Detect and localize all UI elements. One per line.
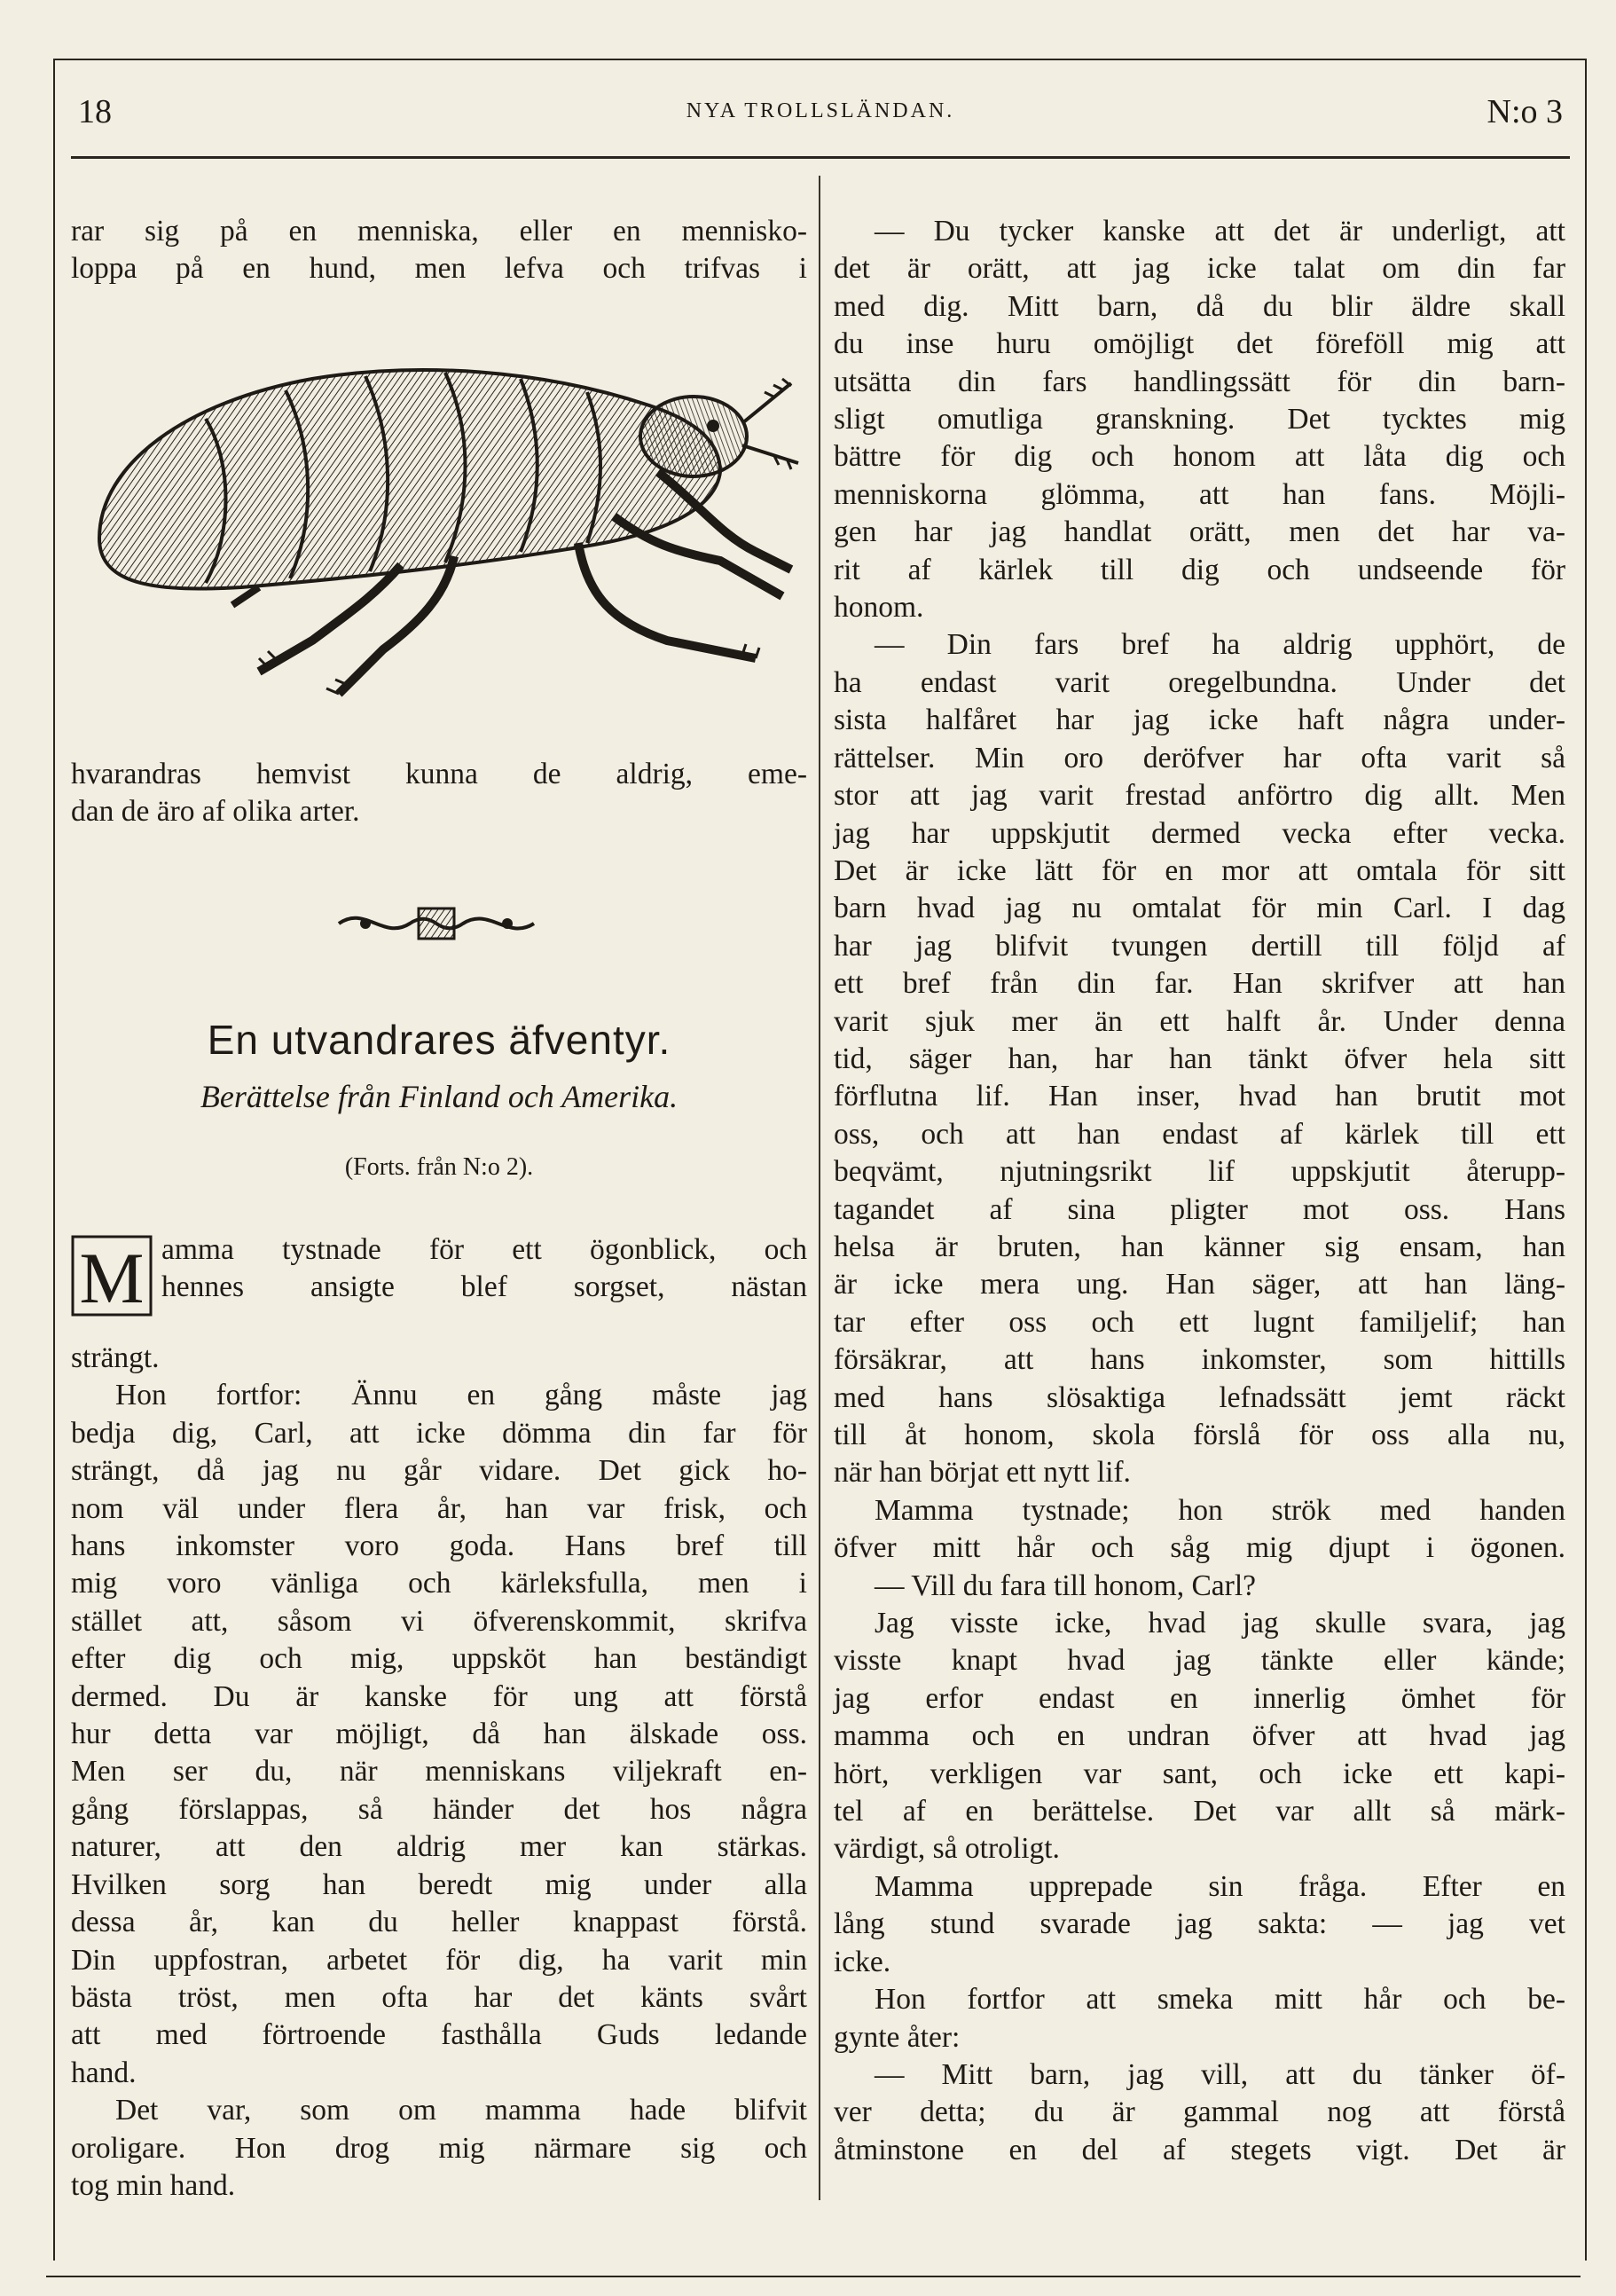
- text-line: Hvilken sorg han beredt mig under alla: [71, 1867, 807, 1901]
- text-line: jag erfor endast en innerlig ömhet för: [834, 1681, 1565, 1715]
- text-line: menniskorna glömma, att han fans. Möjli-: [834, 477, 1565, 511]
- text-line: stor att jag varit frestad anförtro dig allt. Men: [834, 779, 1565, 813]
- text-line: icke.: [834, 1945, 891, 1978]
- page-number: 18: [78, 93, 112, 130]
- right-column-body: [834, 213, 1565, 2169]
- issue-number: N:o 3: [1487, 93, 1563, 130]
- text-line: helsa är bruten, han känner sig ensam, han: [834, 1230, 1565, 1263]
- text-line: — Din fars bref ha aldrig upphört, de: [875, 628, 1565, 662]
- text-line: oss, och att han endast af kärlek till ett: [834, 1117, 1565, 1151]
- text-line: oroligare. Hon drog mig närmare sig och: [71, 2131, 807, 2165]
- text-line: Hon fortfor att smeka mitt hår och be-: [875, 1983, 1565, 2017]
- text-line: dermed. Du är kanske för ung att förstå: [71, 1679, 807, 1713]
- text-line: — Du tycker kanske att det är underligt, att: [875, 215, 1565, 248]
- text-line: värdigt, så otroligt.: [834, 1832, 1060, 1866]
- text-line: Men ser du, när menniskans viljekraft en-: [71, 1755, 807, 1789]
- text-line: — Vill du fara till honom, Carl?: [875, 1569, 1257, 1602]
- text-line: tid, säger han, har han tänkt öfver hela sitt: [834, 1042, 1565, 1075]
- text-line: beqvämt, njutningsrikt lif uppskjutit återupp-: [834, 1155, 1565, 1189]
- text-line: åtminstone en del af stegets vigt. Det är: [834, 2133, 1565, 2166]
- text-line: ver detta; du är gammal nog att förstå: [834, 2095, 1565, 2129]
- text-line: hur detta var möjligt, då han älskade oss.: [71, 1718, 807, 1751]
- text-line: tog min hand.: [71, 2168, 236, 2202]
- text-line: nom väl under flera år, han var frisk, och: [71, 1491, 807, 1525]
- text-line: barn hvad jag nu omtalat för min Carl. I dag: [834, 892, 1565, 925]
- text-line: rit af kärlek till dig och undseende för: [834, 553, 1565, 586]
- text-line: lång stund svarade jag sakta: — jag vet: [834, 1907, 1565, 1941]
- text-line: visste knapt hvad jag tänkte eller kände;: [834, 1644, 1565, 1678]
- text-line: — Mitt barn, jag vill, att du tänker öf-: [875, 2057, 1565, 2091]
- story-continued-note: (Forts. från N:o 2).: [344, 1153, 534, 1181]
- left-column-body: [71, 1340, 807, 2205]
- text-line: dan de äro af olika arter.: [71, 795, 360, 829]
- text-line: mamma och en undran öfver att hvad jag: [834, 1719, 1565, 1753]
- text-line: Mamma upprepade sin fråga. Efter en: [875, 1869, 1565, 1903]
- text-line: försäkrar, att hans inkomster, som hittills: [834, 1343, 1565, 1377]
- left-column-mid: [71, 756, 807, 831]
- text-line: strängt.: [71, 1341, 160, 1374]
- story-title: En utvandrares äfventyr.: [207, 1017, 671, 1063]
- text-line: Mamma tystnade; hon strök med handen: [875, 1493, 1565, 1527]
- text-line: när han börjat ett nytt lif.: [834, 1456, 1131, 1490]
- text-line: har jag blifvit tvungen dertill till följd af: [834, 929, 1565, 963]
- text-line: gen har jag handlat orätt, men det har va-: [834, 515, 1565, 549]
- text-line: bedja dig, Carl, att icke dömma din far för: [71, 1416, 807, 1450]
- decorative-ornament: [330, 896, 543, 951]
- left-column-top: [71, 213, 807, 288]
- text-line: tagandet af sina pligter mot oss. Hans: [834, 1192, 1565, 1226]
- text-line: amma tystnade för ett ögonblick, och: [161, 1233, 807, 1266]
- text-line: tar efter oss och ett lugnt familjelif; han: [834, 1305, 1565, 1339]
- text-line: strängt, då jag nu går vidare. Det gick ho-: [71, 1454, 807, 1488]
- dropcap-m: [71, 1235, 153, 1317]
- text-line: gång förslappas, så händer det hos några: [71, 1792, 807, 1826]
- text-line: dessa år, kan du heller knappast förstå.: [71, 1906, 807, 1939]
- dropcap-letter: M: [79, 1238, 145, 1317]
- text-line: gynte åter:: [834, 2020, 961, 2054]
- text-line: att med förtroende fasthålla Guds ledande: [71, 2018, 807, 2052]
- text-line: med hans slösaktiga lefnadssätt jemt räckt: [834, 1380, 1565, 1414]
- column-divider: [819, 176, 820, 2200]
- text-line: Hon fortfor: Ännu en gång måste jag: [115, 1379, 807, 1412]
- text-line: ett bref från din far. Han skrifver att han: [834, 967, 1565, 1001]
- text-line: hand.: [71, 2056, 137, 2089]
- text-line: det är orätt, att jag icke talat om din far: [834, 252, 1565, 286]
- text-line: jag har uppskjutit dermed vecka efter vecka.: [834, 816, 1565, 850]
- header-rule: [71, 156, 1570, 159]
- flea-illustration: [82, 330, 809, 720]
- text-line: Det är icke lätt för en mor att omtala för sitt: [834, 853, 1565, 887]
- text-line: varit sjuk mer än ett halft år. Under denna: [834, 1004, 1565, 1038]
- text-line: loppa på en hund, men lefva och trifvas i: [71, 252, 807, 286]
- text-line: hennes ansigte blef sorgset, nästan: [161, 1270, 807, 1304]
- text-line: stället att, såsom vi öfverenskommit, skrifva: [71, 1604, 807, 1638]
- text-line: Det var, som om mamma hade blifvit: [115, 2094, 807, 2127]
- text-line: med dig. Mitt barn, då du blir äldre skall: [834, 289, 1565, 323]
- footer-rule: [46, 2276, 1581, 2277]
- text-line: utsätta din fars handlingssätt för din barn-: [834, 365, 1565, 398]
- text-line: naturer, att den aldrig mer kan stärkas.: [71, 1830, 807, 1864]
- text-line: hans inkomster voro goda. Hans bref till: [71, 1529, 807, 1563]
- text-line: sligt omutliga granskning. Det tycktes mig: [834, 403, 1565, 436]
- text-line: Jag visste icke, hvad jag skulle svara, jag: [875, 1607, 1565, 1640]
- text-line: till åt honom, skola förslå för oss alla nu,: [834, 1419, 1565, 1451]
- text-line: rättelser. Min oro deröfver har ofta varit så: [834, 741, 1565, 775]
- text-line: Din uppfostran, arbetet för dig, ha varit min: [71, 1943, 807, 1977]
- text-line: efter dig och mig, uppsköt han beständigt: [71, 1642, 807, 1676]
- text-line: hört, verkligen var sant, och icke ett kapi-: [834, 1757, 1565, 1790]
- text-line: mig voro vänliga och kärleksfulla, men i: [71, 1567, 807, 1600]
- text-line: sista halfåret har jag icke haft några under-: [834, 704, 1565, 737]
- text-line: bästa tröst, men ofta har det känts svårt: [71, 1980, 807, 2014]
- text-line: rar sig på en menniska, eller en mennisko-: [71, 215, 807, 248]
- text-line: du inse huru omöjligt det föreföll mig att: [834, 327, 1565, 361]
- page-header: [71, 85, 1570, 138]
- text-line: öfver mitt hår och såg mig djupt i ögonen.: [834, 1531, 1565, 1565]
- text-line: ha endast varit oregelbundna. Under det: [834, 665, 1565, 699]
- journal-title: NYA TROLLSLÄNDAN.: [686, 99, 955, 122]
- story-subtitle: Berättelse från Finland och Amerika.: [200, 1079, 679, 1114]
- text-line: honom.: [834, 591, 924, 625]
- text-line: bättre för dig och honom att låta dig och: [834, 440, 1565, 474]
- text-line: hvarandras hemvist kunna de aldrig, eme-: [71, 758, 807, 790]
- text-line: är icke mera ung. Han säger, att han läng-: [834, 1268, 1565, 1301]
- text-line: tel af en berättelse. Det var allt så märk-: [834, 1795, 1565, 1828]
- text-line: förflutna lif. Han inser, hvad han brutit mot: [834, 1080, 1565, 1113]
- story-opening: [71, 1231, 807, 1317]
